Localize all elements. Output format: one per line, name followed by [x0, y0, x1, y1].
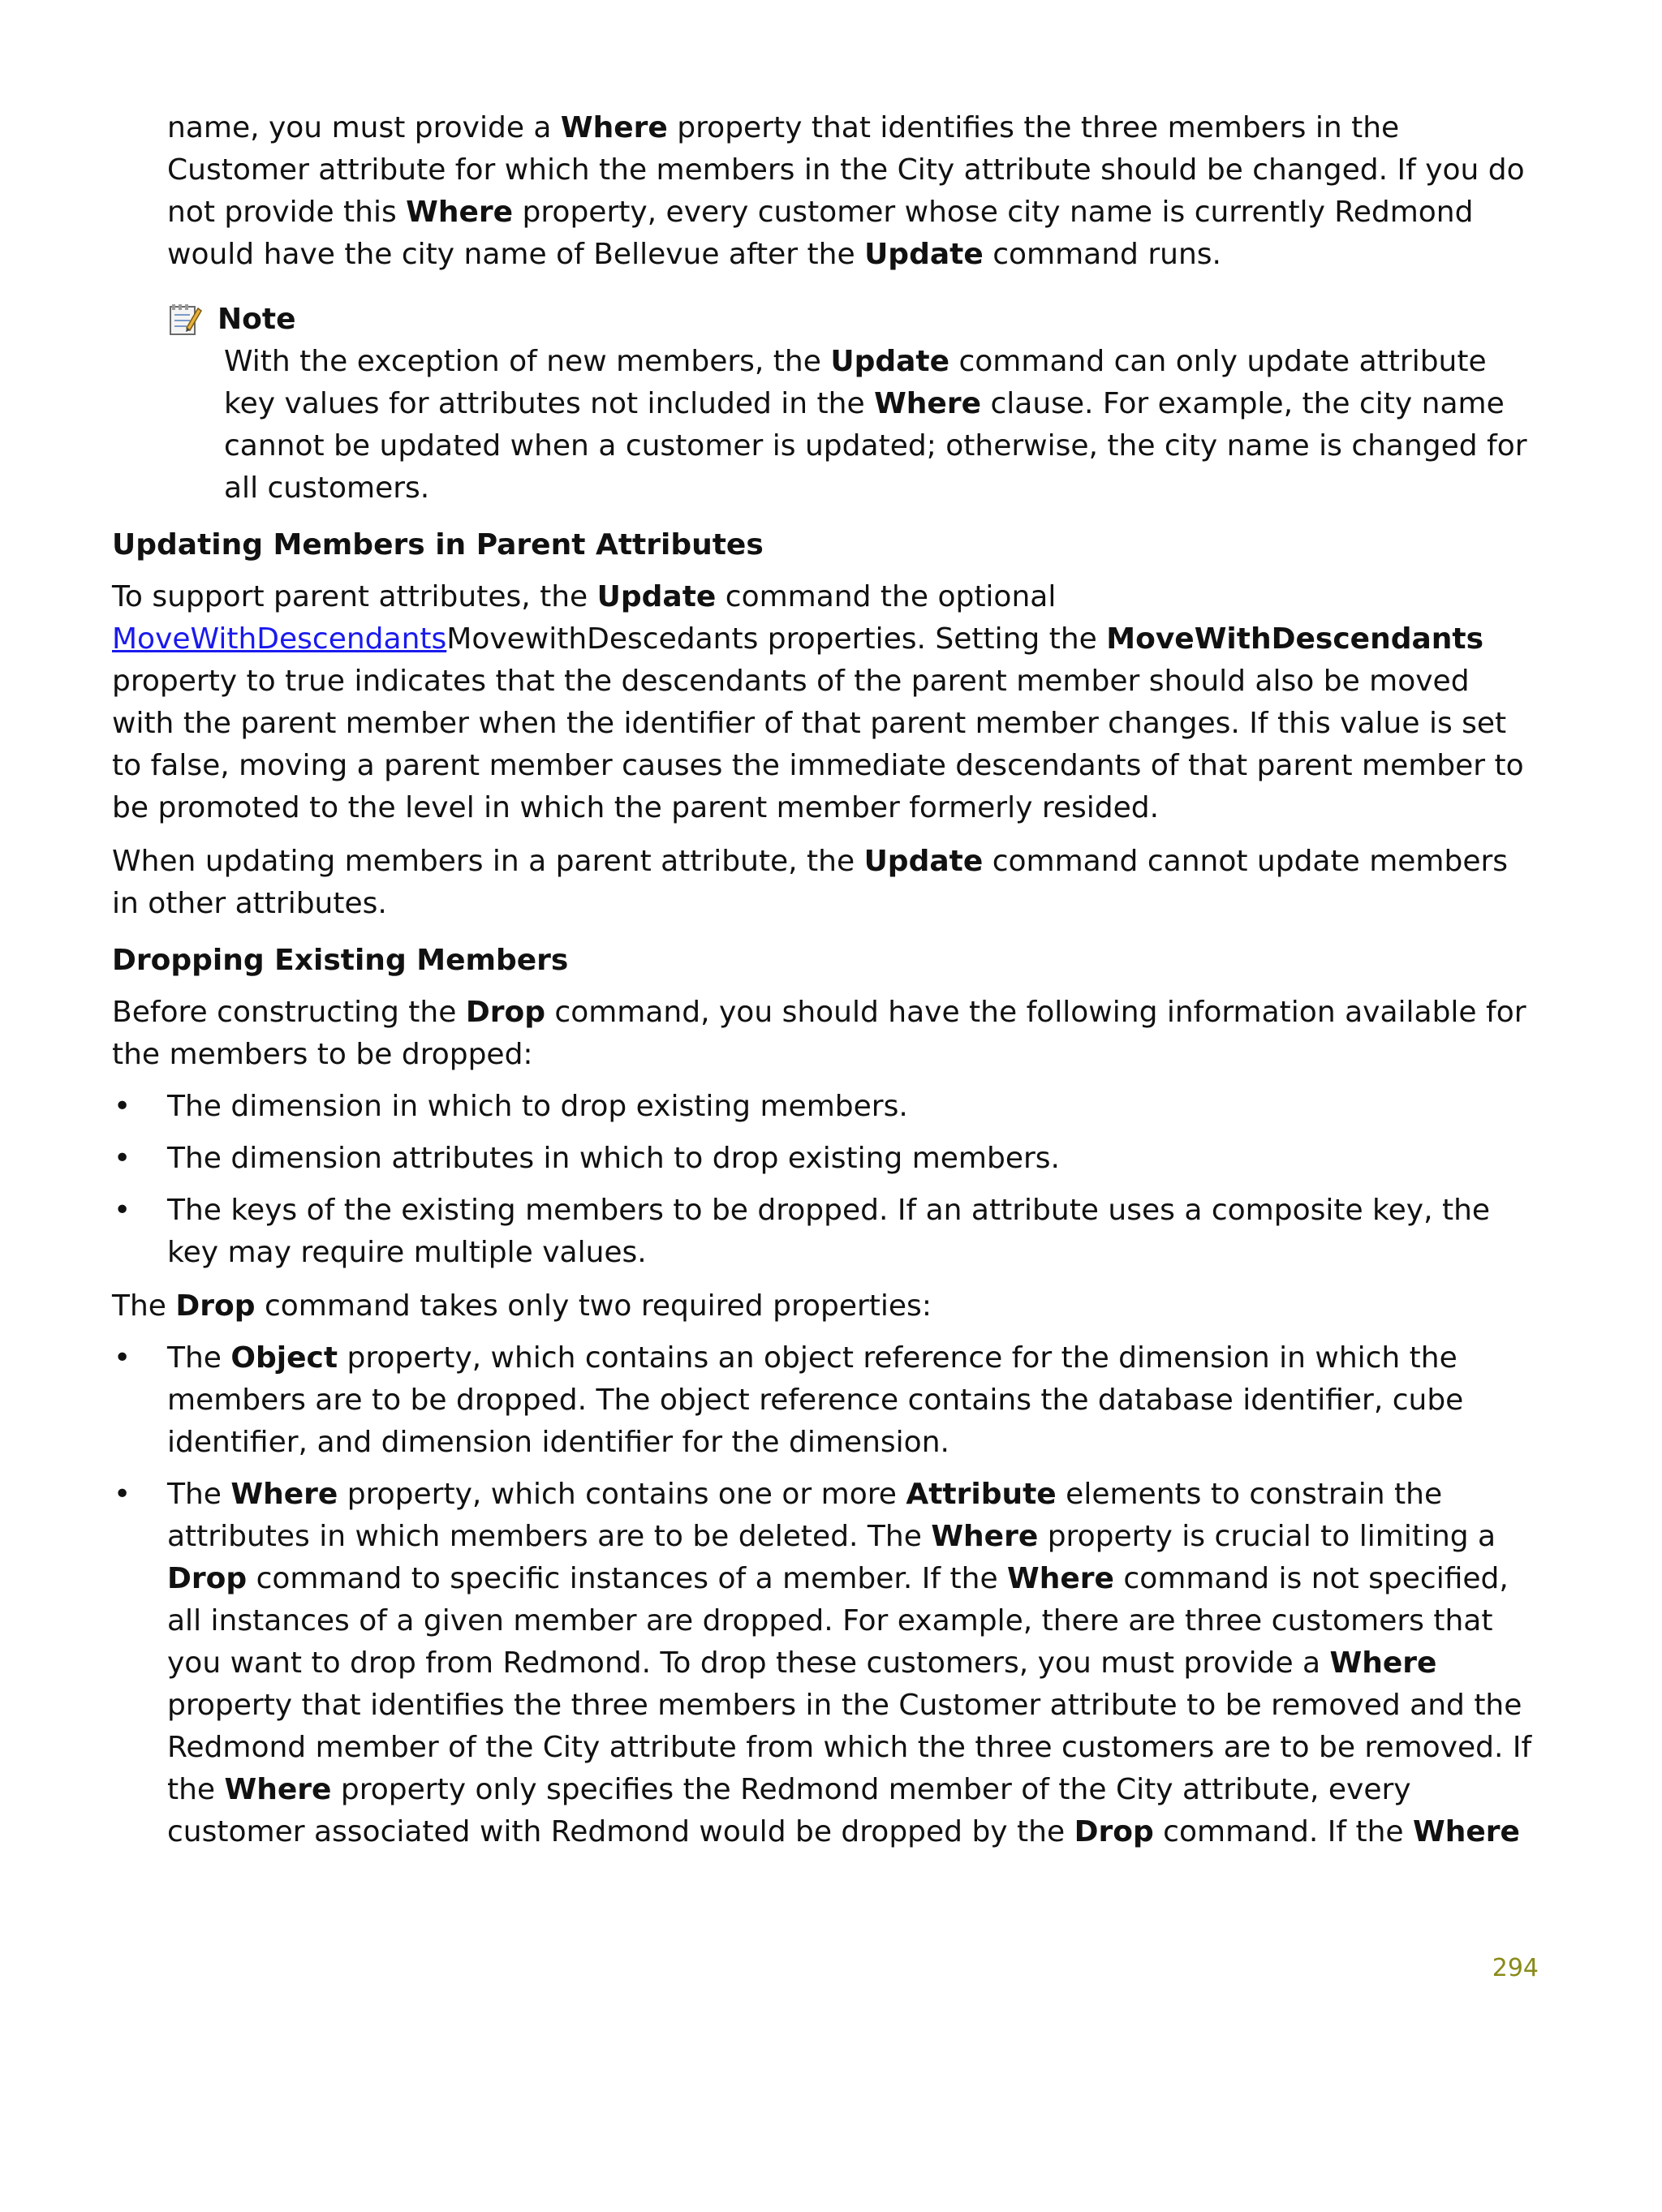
drop-info-list — [112, 1086, 1540, 1274]
note-pad-pencil-icon — [167, 302, 203, 338]
text: MovewithDescedants properties. Setting the — [446, 622, 1107, 656]
bold-term: Where — [1007, 1562, 1114, 1595]
bold-term: Where — [560, 111, 668, 144]
text: command is not specified, all instances of a given member are dropped. For example, there are three customers that you want to drop from Redmond. To drop these customers, you must provide a — [167, 1562, 1509, 1680]
bold-term: Drop — [1074, 1815, 1154, 1848]
text: property that identifies the three members in the Customer attribute to be removed and the Redmond member of the City attribute from which the three customers are to be removed. If the — [167, 1689, 1532, 1806]
list-item-object-property — [112, 1337, 1540, 1464]
bold-term: Update — [863, 845, 984, 878]
bold-term: Drop — [465, 996, 545, 1029]
bold-term: Update — [864, 238, 984, 271]
note-header — [167, 299, 1540, 341]
section-heading-dropping-members: Dropping Existing Members — [112, 944, 569, 977]
text: name, you must provide a — [167, 111, 561, 144]
dropping-members-paragraph-1 — [112, 992, 1540, 1076]
text: The — [112, 1289, 176, 1323]
drop-properties-list — [112, 1337, 1540, 1853]
bold-term: Where — [1413, 1815, 1520, 1848]
text: property, which contains one or more — [338, 1478, 906, 1511]
list-item: • The keys of the existing members to be dropped. If an attribute uses a composite key, the key may require multiple values. — [112, 1190, 1540, 1274]
text: With the exception of new members, the — [224, 345, 831, 378]
text: To support parent attributes, the — [112, 580, 597, 613]
text: property, every customer whose city name is currently Redmond would have the city name of Bellevue after the — [167, 196, 1474, 271]
text: property, which contains an object reference for the dimension in which the members are to be dropped. The object reference contains the database identifier, cube identifier, and dimension identifier for the dimension. — [167, 1341, 1464, 1459]
bold-term: Update — [830, 345, 950, 378]
text: command the optional — [716, 580, 1057, 613]
text: elements to constrain the attributes in which members are to be deleted. The — [167, 1478, 1443, 1553]
bold-term: Where — [931, 1520, 1039, 1553]
text: command runs. — [983, 238, 1221, 271]
bold-term: Attribute — [906, 1478, 1057, 1511]
bold-term: Object — [230, 1341, 338, 1375]
bold-term: Where — [1329, 1646, 1437, 1680]
dropping-members-paragraph-2 — [112, 1285, 1540, 1328]
text: command, you should have the following information available for the members to be dropped: — [112, 996, 1526, 1071]
bold-term: Where — [224, 1773, 332, 1806]
bold-term: Where — [230, 1478, 338, 1511]
text: clause. For example, the city name cannot be updated when a customer is updated; otherwise, the city name is changed for all customers. — [224, 387, 1527, 505]
text: command cannot update members in other attributes. — [112, 845, 1509, 920]
bold-term: Where — [874, 387, 982, 420]
text: The — [167, 1478, 231, 1511]
list-item: • The dimension attributes in which to drop existing members. — [112, 1138, 1540, 1180]
page-content — [112, 107, 1540, 1853]
note-heading: Note — [217, 303, 296, 336]
list-item-where-property — [112, 1474, 1540, 1853]
bold-term: Where — [406, 196, 514, 229]
list-item: • The dimension in which to drop existing members. — [112, 1086, 1540, 1128]
text: When updating members in a parent attribute, the — [112, 845, 864, 878]
section-heading-parent-attributes: Updating Members in Parent Attributes — [112, 528, 764, 562]
text: command takes only two required properties: — [255, 1289, 932, 1323]
intro-paragraph — [112, 107, 1540, 276]
bold-term: MoveWithDescendants — [1106, 622, 1484, 656]
text: command can only update attribute key values for attributes not included in the — [224, 345, 1487, 420]
text: property only specifies the Redmond member of the City attribute, every customer associated with Redmond would be dropped by the — [167, 1773, 1411, 1848]
parent-attributes-paragraph-1 — [112, 576, 1540, 829]
note-callout — [112, 299, 1540, 510]
bold-term: Drop — [167, 1562, 248, 1595]
bold-term: Update — [596, 580, 717, 613]
text: The — [167, 1341, 231, 1375]
text: property is crucial to limiting a — [1038, 1520, 1496, 1553]
bold-term: Drop — [175, 1289, 256, 1323]
text: property to true indicates that the descendants of the parent member should also be moved with the parent member when the identifier of that parent member changes. If this value is set to false, moving a parent member causes the immediate descendants of that parent member to be promoted to the level in which the parent member formerly resided. — [112, 665, 1524, 824]
text: property that identifies the three members in the Customer attribute for which the members in the City attribute should be changed. If you do not provide this — [167, 111, 1525, 229]
text: command to specific instances of a member. If the — [247, 1562, 1008, 1595]
parent-attributes-paragraph-2 — [112, 841, 1540, 925]
text: command. If the — [1153, 1815, 1414, 1848]
note-body — [167, 341, 1540, 510]
movewithdescendants-link[interactable]: MoveWithDescendants — [112, 622, 447, 656]
text: Before constructing the — [112, 996, 466, 1029]
page-number: 294 — [1492, 1954, 1539, 1982]
